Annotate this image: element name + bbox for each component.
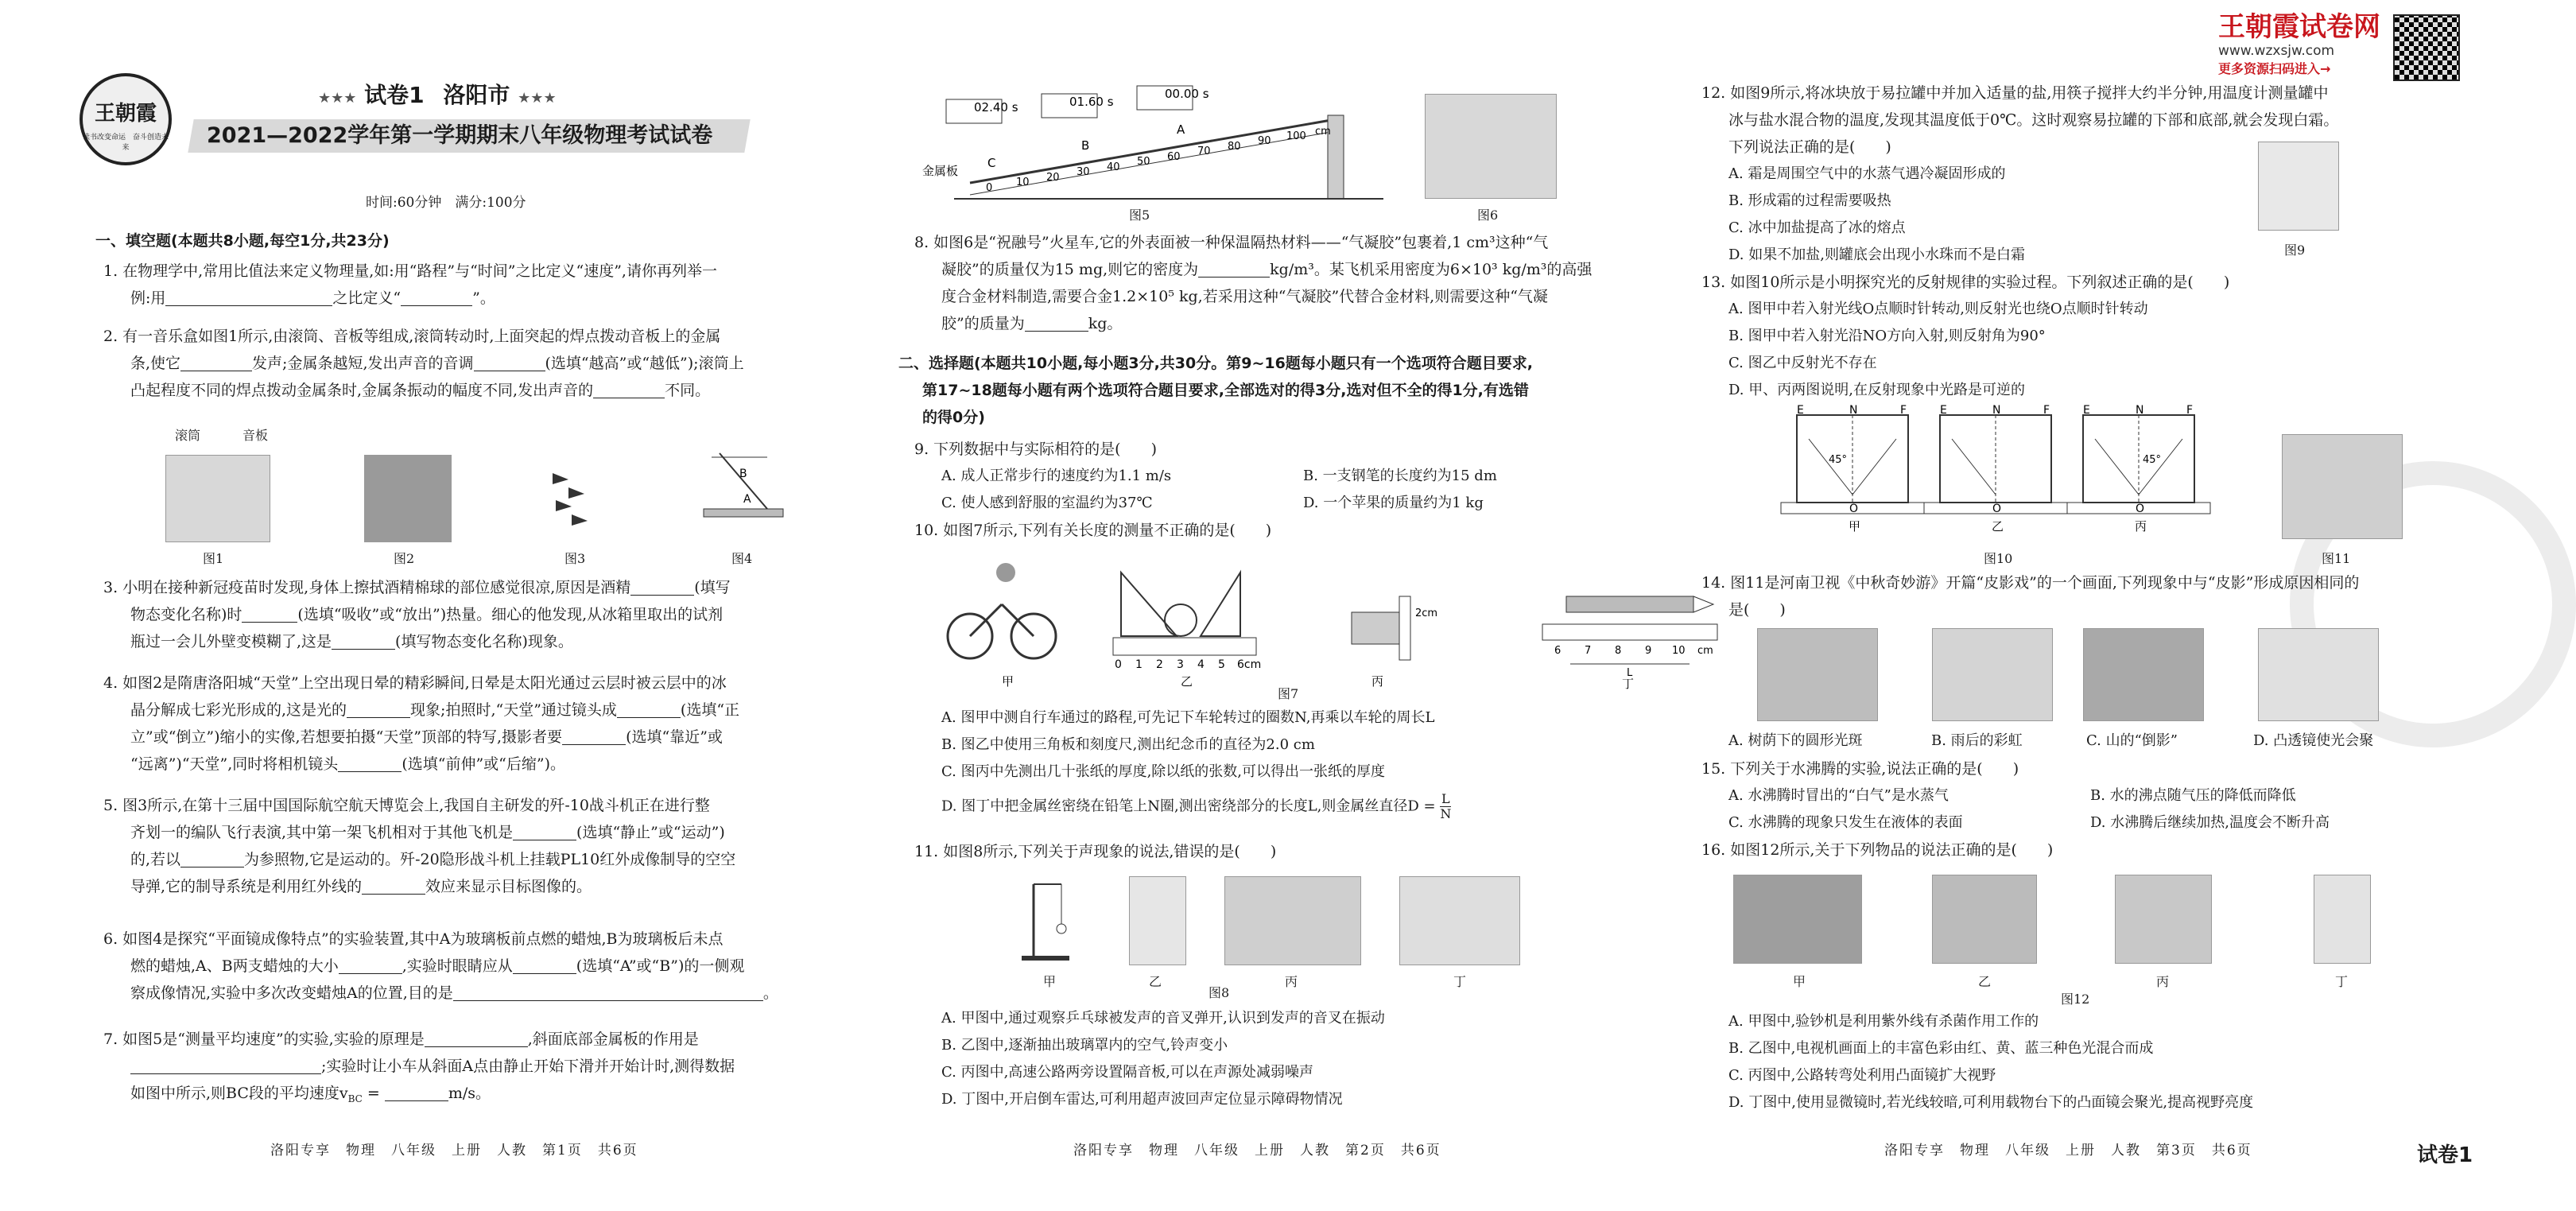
time-score: 时间:60分钟 满分:100分 xyxy=(366,195,526,211)
svg-text:60: 60 xyxy=(1167,151,1181,163)
q9-option-a[interactable]: A. 成人正常步行的速度约为1.1 m/s xyxy=(941,468,1172,484)
q15-option-d[interactable]: D. 水沸腾后继续加热,温度会不断升高 xyxy=(2090,814,2330,831)
svg-text:7: 7 xyxy=(1585,645,1592,657)
q14-option-c[interactable]: C. 山的“倒影” xyxy=(2086,732,2178,749)
fig-label-9: 图9 xyxy=(2284,243,2306,258)
figure-8-bell-jar xyxy=(1129,876,1186,965)
q14-option-b[interactable]: B. 雨后的彩虹 xyxy=(1931,732,2023,749)
svg-text:45°: 45° xyxy=(2143,454,2162,466)
svg-text:O: O xyxy=(1849,503,1859,515)
svg-text:N: N xyxy=(1992,404,2001,417)
question-1: 1. 在物理学中,常用比值法来定义物理量,如:用“路程”与“时间”之比定义“速度”,请你再列举一 例:用 之比定义“ ”。 xyxy=(103,262,717,307)
svg-text:E: E xyxy=(1940,404,1947,417)
svg-text:20: 20 xyxy=(1046,172,1060,184)
svg-text:1: 1 xyxy=(1135,658,1143,671)
fig-label-6: 图6 xyxy=(1477,208,1499,223)
svg-text:甲: 甲 xyxy=(1849,519,1861,534)
svg-text:90: 90 xyxy=(1258,135,1271,147)
section-2-heading: 二、选择题(本题共10小题,每小题3分,共30分。第9~16题每小题只有一个选项符合题目要求, 第17~18题每小题有两个选项符合题目要求,全部选对的得3分,选对但不全的得1分,有选错 的得0分) xyxy=(898,355,1534,426)
q11-option-a[interactable]: A. 甲图中,通过观察乒乓球被发声的音叉弹开,认识到发声的音叉在振动 xyxy=(941,1010,1385,1027)
figure-8-highway-barrier xyxy=(1224,876,1361,965)
svg-text:9: 9 xyxy=(1645,645,1652,657)
svg-text:N: N xyxy=(1849,404,1858,417)
figure-3-jets xyxy=(545,465,616,537)
svg-text:2cm: 2cm xyxy=(1415,607,1438,619)
svg-text:30: 30 xyxy=(1077,166,1090,178)
svg-text:乙: 乙 xyxy=(1181,674,1193,689)
exam-title: 2021—2022学年第一学期期末八年级物理考试试卷 xyxy=(207,123,713,148)
column-2 xyxy=(890,0,1713,1211)
question-7: 7. 如图5是“测量平均速度”的实验,实验的原理是 ,斜面底部金属板的作用是 ;实验时让小车从斜面A点由静止开始下滑并开始计时,测得数据 如图中所示,则BC段的平均速度$v_{BC} = m/s$。 xyxy=(103,1031,735,1104)
question-8: 8. 如图6是“祝融号”火星车,它的外表面被一种保温隔热材料——“气凝胶”包裹着,1 cm³这种“气 凝胶”的质量仅为15 mg,则它的密度为 kg/m³。某飞机采用密度为6×10³ kg/m³的高强 度合金材料制造,需要合金1.2×10⁵ kg,若采用这种“气凝胶”代替合金材料,则需要这种“气凝 胶”的质量为 kg。 xyxy=(914,234,1593,332)
logo-subtext: 读书改变命运 奋斗创造未来 xyxy=(83,134,169,152)
q14-figure-c xyxy=(2083,628,2204,721)
fig5-time-a: 00.00 s xyxy=(1165,87,1209,101)
svg-text:100: 100 xyxy=(1286,130,1306,142)
fig-label-8: 图8 xyxy=(1208,985,1230,1000)
svg-text:6cm: 6cm xyxy=(1237,658,1262,671)
fig-label-2: 图2 xyxy=(394,551,415,566)
q10-option-c[interactable]: C. 图丙中先测出几十张纸的厚度,除以纸的张数,可以得出一张纸的厚度 xyxy=(941,763,1386,780)
q13-option-b[interactable]: B. 图甲中若入射光沿NO方向入射,则反射角为90° xyxy=(1728,328,2046,344)
question-16-stem: 16. 如图12所示,关于下列物品的说法正确的是( ) xyxy=(1701,841,2054,859)
q12-option-d[interactable]: D. 如果不加盐,则罐底会出现小水珠而不是白霜 xyxy=(1728,246,2025,263)
question-10-options xyxy=(914,704,1654,821)
fig12-label-a: 甲 xyxy=(1793,974,1806,989)
q12-option-a[interactable]: A. 霜是周围空气中的水蒸气遇冷凝固形成的 xyxy=(1728,165,2006,182)
logo-text: 王朝霞 xyxy=(94,102,157,126)
svg-text:6: 6 xyxy=(1554,645,1562,657)
figure-4-mirror-setup xyxy=(696,445,791,541)
fig7-coiled-wire xyxy=(1542,596,1717,679)
q9-option-c[interactable]: C. 使人感到舒服的室温约为37℃ xyxy=(941,495,1153,511)
q10-option-b[interactable]: B. 图乙中使用三角板和刻度尺,测出纪念币的直径为2.0 cm xyxy=(941,736,1315,753)
figure-7-length-measurement xyxy=(938,549,1713,692)
fig5-time-c: 02.40 s xyxy=(974,100,1018,115)
q12-option-b[interactable]: B. 形成霜的过程需要吸热 xyxy=(1728,192,1891,209)
q15-option-b[interactable]: B. 水的沸点随气压的降低而降低 xyxy=(2090,787,2296,804)
figure-12-television xyxy=(1932,875,2037,964)
svg-text:F: F xyxy=(2186,404,2194,417)
question-9: 9. 下列数据中与实际相符的是( ) A. 成人正常步行的速度约为1.1 m/s B. 一支钢笔的长度约为15 dm C. 使人感到舒服的室温约为37℃ D. 一个苹果的质量约为1 kg xyxy=(914,436,1654,517)
fig-label-5: 图5 xyxy=(1129,208,1150,223)
fig12-label-c: 丙 xyxy=(2156,974,2170,989)
svg-text:8: 8 xyxy=(1615,645,1622,657)
q10-option-d[interactable]: D. 图丁中把金属丝密绕在铅笔上N圈,测出密绕部分的长度L,则金属丝直径D = $\frac{L}{N}$ xyxy=(941,791,1452,821)
figure-5-ramp xyxy=(922,80,1399,207)
fig1-label-drum: 滚筒 xyxy=(175,428,201,443)
q16-option-b[interactable]: B. 乙图中,电视机画面上的丰富色彩由红、黄、蓝三种色光混合而成 xyxy=(1728,1040,2154,1057)
q14-option-d[interactable]: D. 凸透镜使光会聚 xyxy=(2253,732,2374,749)
question-3: 3. 小明在接种新冠疫苗时发现,身体上擦拭酒精棉球的部位感觉很凉,原因是酒精 (填写 物态变化名称)时 (选填“吸收”或“放出”)热量。细心的他发现,从冰箱里取出的试剂 瓶过一会儿外壁变模糊了,这是 (填写物态变化名称)现象。 xyxy=(103,579,731,650)
svg-text:2: 2 xyxy=(1156,658,1163,671)
svg-text:50: 50 xyxy=(1137,156,1150,168)
fig-label-4: 图4 xyxy=(731,551,753,566)
figure-11-shadow-play xyxy=(2282,434,2403,539)
question-11-options xyxy=(914,1005,1654,1113)
q14-option-a[interactable]: A. 树荫下的圆形光斑 xyxy=(1728,732,1863,749)
q13-option-d[interactable]: D. 甲、丙两图说明,在反射现象中光路是可逆的 xyxy=(1728,382,2025,398)
svg-text:丙: 丙 xyxy=(1371,674,1384,689)
page-tag: 试卷1 xyxy=(2417,1143,2473,1167)
fig10-panel-a xyxy=(1781,404,1924,515)
fig12-label-b: 乙 xyxy=(1978,974,1992,989)
question-4: 4. 如图2是隋唐洛阳城“天堂”上空出现日晕的精彩瞬间,日晕是太阳光通过云层时被云层中的冰 晶分解成七彩光形成的,这是光的 现象;拍照时,“天堂”通过镜头成 (选填“正 立”或“倒立”)缩小的实像,若想要拍摄“天堂”顶部的特写,摄影者要 (选填“靠近”或 “远离”)“天堂”,同时将相机镜头 (选填“前伸”或“后缩”)。 xyxy=(103,674,740,773)
figure-10-reflection xyxy=(1781,404,2210,534)
q11-option-b[interactable]: B. 乙图中,逐渐抽出玻璃罩内的空气,铃声变小 xyxy=(941,1037,1228,1054)
fig5-point-c: C xyxy=(987,156,996,170)
svg-text:4: 4 xyxy=(1197,658,1205,671)
question-6: 6. 如图4是探究“平面镜成像特点”的实验装置,其中A为玻璃板前点燃的蜡烛,B为玻璃板后未点 燃的蜡烛,A、B两支蜡烛的大小 ,实验时眼睛应从 (选填“A”或“B”)的一侧观 察成像情况,实验中多次改变蜡烛A的位置,目的是 。 xyxy=(103,930,778,1002)
q11-option-d[interactable]: D. 丁图中,开启倒车雷达,可利用超声波回声定位显示障碍物情况 xyxy=(941,1091,1343,1108)
question-11-stem: 11. 如图8所示,下列关于声现象的说法,错误的是( ) xyxy=(914,843,1277,860)
footer-page-1: 洛阳专享 物理 八年级 上册 人教 第1页 共6页 xyxy=(270,1143,638,1159)
q10-option-a[interactable]: A. 图甲中测自行车通过的路程,可先记下车轮转过的圈数N,再乘以车轮的周长L xyxy=(941,709,1435,726)
question-10-stem: 10. 如图7所示,下列有关长度的测量不正确的是( ) xyxy=(914,522,1272,539)
column-1 xyxy=(80,0,835,1211)
fig5-time-b: 01.60 s xyxy=(1069,95,1114,109)
svg-text:3: 3 xyxy=(1177,658,1184,671)
fig-label-1: 图1 xyxy=(203,551,224,566)
question-2: 2. 有一音乐盒如图1所示,由滚筒、音板等组成,滚筒转动时,上面突起的焊点拨动音板上的金属 条,使它 发声;金属条越短,发出声音的音调 (选填“越高”或“越低”);滚筒上 凸起程度不同的焊点拨动金属条时,金属条振动的幅度不同,发出声音的 不同。 xyxy=(103,328,744,399)
q15-option-a[interactable]: A. 水沸腾时冒出的“白气”是水蒸气 xyxy=(1728,787,1949,804)
fig5-plate: 金属板 xyxy=(922,164,959,178)
svg-text:B: B xyxy=(739,468,747,480)
question-5: 5. 图3所示,在第十三届中国国际航空航天博览会上,我国自主研发的歼-10战斗机正在进行整 齐划一的编队飞行表演,其中第一架飞机相对于其他飞机是 (选填“静止”或“运动”) 的,若以 为参照物,它是运动的。歼-20隐形战斗机上挂载PL10红外成像制导的空空 导弹,它的制导系统是利用红外线的 效应来显示目标图像的。 xyxy=(103,797,736,895)
question-12: 12. 如图9所示,将冰块放于易拉罐中并加入适量的盐,用筷子搅拌大约半分钟,用温度计测量罐中 冰与盐水混合物的温度,发现其温度低于0℃。这时观察易拉罐的下部和底部,就会发现白霜。 下列说法正确的是( ) A. 霜是周围空气中的水蒸气遇冷凝固形成的 B. 形成霜的过程需要吸热 C. 冰中加盐提高了冰的熔点 D. 如果不加盐,则罐底会出现小水珠而不是白霜 xyxy=(1701,80,2441,269)
figure-1-music-box xyxy=(165,455,270,542)
svg-text:10: 10 xyxy=(1016,177,1030,188)
svg-text:O: O xyxy=(2136,503,2145,515)
q13-option-c[interactable]: C. 图乙中反射光不存在 xyxy=(1728,355,1877,371)
city-name: 洛阳市 xyxy=(443,82,510,108)
brand-slogan: 更多资源扫码进入→ xyxy=(2218,61,2331,76)
figure-8-parking-radar xyxy=(1399,876,1520,965)
fig8-label-b: 乙 xyxy=(1149,974,1162,989)
question-13: 13. 如图10所示是小明探究光的反射规律的实验过程。下列叙述正确的是( ) A. 图甲中若入射光线O点顺时针转动,则反射光也绕O点顺时针转动 B. 图甲中若入射光沿NO方向入射,则反射角为90° C. 图乙中反射光不存在 D. 甲、丙两图说明,在反射现象中光路是可逆的 xyxy=(1701,269,2441,404)
fig5-point-a: A xyxy=(1177,122,1185,137)
q11-option-c[interactable]: C. 丙图中,高速公路两旁设置隔音板,可以在声源处减弱噪声 xyxy=(941,1064,1314,1081)
svg-text:E: E xyxy=(1797,404,1804,417)
question-16-options xyxy=(1701,1008,2441,1116)
fig7-paper-stack xyxy=(1352,596,1437,660)
svg-text:10: 10 xyxy=(1672,645,1686,657)
column-3 xyxy=(1701,0,2465,1211)
figure-2-sun-halo xyxy=(364,455,452,542)
q14-figure-a xyxy=(1757,628,1878,721)
svg-text:F: F xyxy=(2043,404,2050,417)
figure-6-mars-rover xyxy=(1425,94,1557,199)
svg-text:E: E xyxy=(2083,404,2090,417)
fig-label-12: 图12 xyxy=(2061,992,2090,1007)
fig-label-3: 图3 xyxy=(564,551,586,566)
q9-option-b[interactable]: B. 一支钢笔的长度约为15 dm xyxy=(1303,468,1497,484)
question-15: 15. 下列关于水沸腾的实验,说法正确的是( ) A. 水沸腾时冒出的“白气”是水蒸气 B. 水的沸点随气压的降低而降低 C. 水沸腾的现象只发生在液体的表面 D. 水沸腾后继续加热,温度会不断升高 xyxy=(1701,755,2441,836)
svg-text:0: 0 xyxy=(1115,658,1122,671)
svg-text:70: 70 xyxy=(1197,146,1211,157)
svg-text:40: 40 xyxy=(1107,161,1120,173)
svg-text:N: N xyxy=(2136,404,2144,417)
q16-option-c[interactable]: C. 丙图中,公路转弯处利用凸面镜扩大视野 xyxy=(1728,1067,1996,1084)
svg-text:O: O xyxy=(1992,503,2002,515)
fig-label-11: 图11 xyxy=(2322,551,2351,566)
fig-label-7: 图7 xyxy=(1278,686,1299,701)
figure-8-tuning-fork xyxy=(1018,876,1081,964)
brand-name: 王朝霞试卷网 xyxy=(2218,11,2380,43)
figure-12-money-detector xyxy=(1733,875,1862,964)
fig8-label-a: 甲 xyxy=(1043,974,1057,989)
svg-text:45°: 45° xyxy=(1829,454,1848,466)
paper-number: 试卷1 xyxy=(364,82,425,108)
fig7-bicycle xyxy=(948,563,1056,658)
footer-page-3: 洛阳专享 物理 八年级 上册 人教 第3页 共6页 xyxy=(1884,1143,2252,1159)
svg-text:丙: 丙 xyxy=(2135,519,2147,534)
fig8-label-c: 丙 xyxy=(1285,974,1298,989)
figure-9-can-with-ice xyxy=(2258,142,2339,231)
svg-text:乙: 乙 xyxy=(1992,519,2004,534)
svg-text:80: 80 xyxy=(1228,141,1241,153)
q14-figure-d xyxy=(2258,628,2379,721)
svg-text:A: A xyxy=(743,493,751,506)
svg-text:cm: cm xyxy=(1697,645,1713,657)
q13-option-a[interactable]: A. 图甲中若入射光线O点顺时针转动,则反射光也绕O点顺时针转动 xyxy=(1728,301,2148,317)
brand-url: www.wzxsjw.com xyxy=(2218,43,2335,59)
fig1-label-soundboard: 音板 xyxy=(242,428,269,443)
fig10-panel-b xyxy=(1924,404,2067,515)
svg-text:cm: cm xyxy=(1315,126,1331,138)
fig7-triangle-ruler xyxy=(1113,573,1261,671)
paper-heading: ★★★ 试卷1 洛阳市 ★★★ xyxy=(318,82,557,108)
figure-12-microscope xyxy=(2314,875,2371,964)
fig8-label-d: 丁 xyxy=(1453,974,1467,989)
footer-page-2: 洛阳专享 物理 八年级 上册 人教 第2页 共6页 xyxy=(1073,1143,1441,1159)
svg-text:丁: 丁 xyxy=(1622,677,1635,691)
svg-text:0: 0 xyxy=(986,182,993,194)
q15-option-c[interactable]: C. 水沸腾的现象只发生在液体的表面 xyxy=(1728,814,1963,831)
q14-figure-b xyxy=(1932,628,2053,721)
figure-12-convex-mirror xyxy=(2115,875,2212,964)
q12-option-c[interactable]: C. 冰中加盐提高了冰的熔点 xyxy=(1728,219,1906,236)
fig5-point-b: B xyxy=(1081,138,1090,153)
q9-option-d[interactable]: D. 一个苹果的质量约为1 kg xyxy=(1303,495,1484,511)
svg-text:F: F xyxy=(1900,404,1907,417)
fig12-label-d: 丁 xyxy=(2335,974,2349,989)
fig10-panel-c xyxy=(2067,404,2210,515)
svg-text:L: L xyxy=(1627,667,1633,679)
question-14: 14. 图11是河南卫视《中秋奇妙游》开篇“皮影戏”的一个画面,下列现象中与“皮影”形成原因相同的 是( ) xyxy=(1701,574,2360,619)
svg-text:甲: 甲 xyxy=(1002,674,1014,689)
q16-option-a[interactable]: A. 甲图中,验钞机是利用紫外线有杀菌作用工作的 xyxy=(1728,1013,2039,1030)
q16-option-d[interactable]: D. 丁图中,使用显微镜时,若光线较暗,可利用载物台下的凸面镜会聚光,提高视野亮度 xyxy=(1728,1094,2254,1111)
fig-label-10: 图10 xyxy=(1984,551,2013,566)
svg-text:5: 5 xyxy=(1218,658,1225,671)
section-1-heading: 一、填空题(本题共8小题,每空1分,共23分) xyxy=(95,232,390,250)
